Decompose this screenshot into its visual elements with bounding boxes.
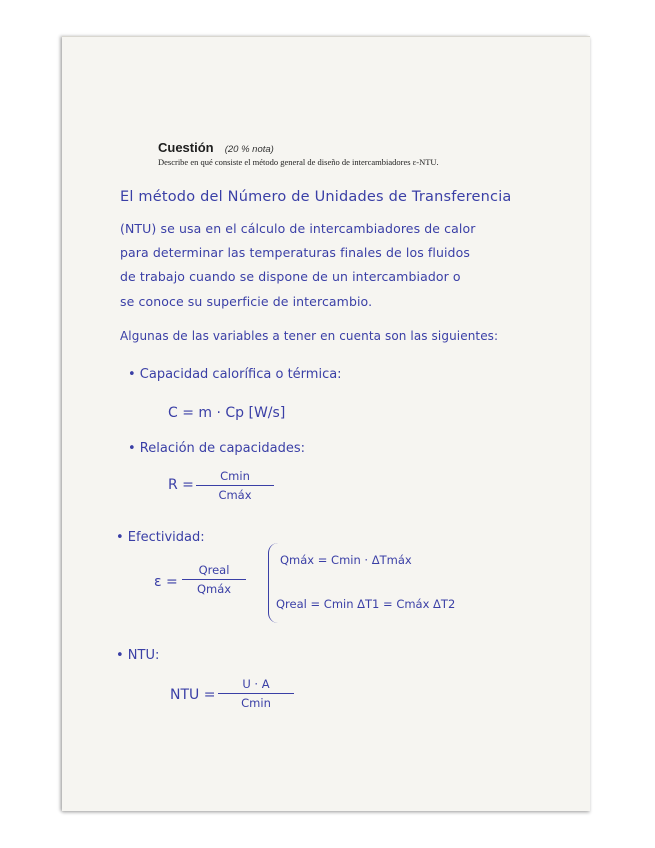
- question-weight: (20 % nota): [224, 144, 274, 155]
- intro-line-5: se conoce su superficie de intercambio.: [120, 294, 373, 309]
- intro-line-1: El método del Número de Unidades de Transferencia: [120, 189, 512, 205]
- relacion-fraction: [196, 469, 274, 502]
- relacion-numerator: Cmin: [220, 469, 250, 483]
- question-prompt: Describe en qué consiste el método general de diseño de intercambiadores ε-NTU.: [158, 157, 439, 167]
- efectividad-label: • Efectividad:: [116, 530, 205, 545]
- question-title: Cuestión: [158, 140, 214, 155]
- capacidad-label: • Capacidad calorífica o térmica:: [128, 367, 342, 382]
- intro-line-2: (NTU) se usa en el cálculo de intercambiadores de calor: [120, 221, 476, 236]
- efectividad-eq-qreal: Qreal = Cmin ΔT1 = Cmáx ΔT2: [276, 597, 456, 611]
- relacion-label: • Relación de capacidades:: [128, 441, 306, 456]
- fraction-bar: [182, 579, 246, 580]
- ntu-label: • NTU:: [116, 648, 160, 663]
- capacidad-formula: C = m · Cp [W/s]: [168, 405, 286, 421]
- ntu-lhs: NTU =: [170, 687, 216, 703]
- fraction-bar: [196, 485, 274, 486]
- intro-line-3: para determinar las temperaturas finales de los fluidos: [120, 245, 470, 260]
- variables-intro: Algunas de las variables a tener en cuenta son las siguientes:: [120, 329, 499, 343]
- efectividad-numerator: Qreal: [198, 563, 230, 577]
- efectividad-fraction: [182, 563, 246, 596]
- relacion-denominator: Cmáx: [218, 488, 252, 502]
- fraction-bar: [218, 693, 294, 694]
- question-header: [158, 137, 274, 156]
- relacion-lhs: R =: [168, 477, 194, 493]
- ntu-denominator: Cmin: [241, 696, 271, 710]
- efectividad-eq-qmax: Qmáx = Cmin · ΔTmáx: [280, 553, 412, 567]
- intro-line-4: de trabajo cuando se dispone de un intercambiador o: [120, 269, 461, 284]
- efectividad-denominator: Qmáx: [196, 582, 232, 596]
- ntu-fraction: [218, 677, 294, 710]
- paper-sheet: [62, 36, 590, 811]
- brace-icon: [268, 543, 279, 623]
- efectividad-lhs: ε =: [154, 574, 178, 590]
- ntu-numerator: U · A: [242, 677, 270, 691]
